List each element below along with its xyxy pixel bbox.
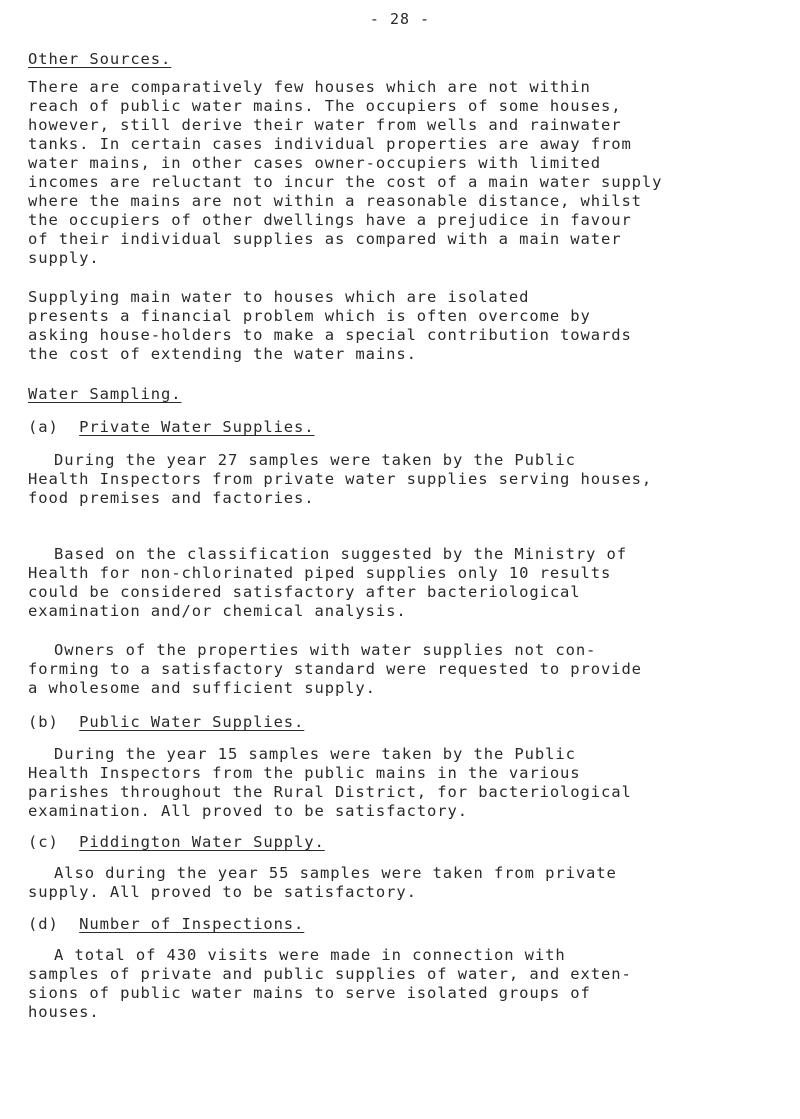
section-a-para2-line: Based on the classification suggested by the Ministry of (54, 545, 627, 563)
section-d-para-line: sions of public water mains to serve isolated groups of (28, 984, 591, 1002)
other-sources-para2-line: Supplying main water to houses which are isolated (28, 288, 530, 306)
other-sources-para1-line: where the mains are not within a reasonable distance, whilst (28, 192, 642, 210)
section-d-para-line: samples of private and public supplies of water, and exten- (28, 965, 632, 983)
water-sampling-heading: Water Sampling. (28, 385, 182, 403)
section-d-label: (d) (28, 915, 59, 933)
section-c-heading (28, 833, 325, 851)
other-sources-para1-line: the occupiers of other dwellings have a prejudice in favour (28, 211, 632, 229)
section-b-para-line: parishes throughout the Rural District, for bacteriological (28, 783, 632, 801)
section-a-para3-line: Owners of the properties with water supplies not con- (54, 641, 597, 659)
other-sources-para2-line: the cost of extending the water mains. (28, 345, 417, 363)
section-a-para2-line: could be considered satisfactory after bacteriological (28, 583, 581, 601)
section-a-heading (28, 418, 315, 436)
section-a-para1-line: During the year 27 samples were taken by the Public (54, 451, 576, 469)
section-a-title: Private Water Supplies. (79, 418, 315, 436)
section-c-title: Piddington Water Supply. (79, 833, 325, 851)
section-c-para-line: Also during the year 55 samples were taken from private (54, 864, 617, 882)
section-d-title: Number of Inspections. (79, 915, 305, 933)
section-a-para2-line: examination and/or chemical analysis. (28, 602, 407, 620)
section-b-title: Public Water Supplies. (79, 713, 305, 731)
section-a-para2-line: Health for non-chlorinated piped supplies only 10 results (28, 564, 612, 582)
other-sources-para1-line: reach of public water mains. The occupiers of some houses, (28, 97, 622, 115)
section-b-para-line: During the year 15 samples were taken by the Public (54, 745, 576, 763)
section-a-para1-line: Health Inspectors from private water supplies serving houses, (28, 470, 653, 488)
other-sources-para1-line: tanks. In certain cases individual properties are away from (28, 135, 632, 153)
other-sources-para2-line: asking house-holders to make a special contribution towards (28, 326, 632, 344)
other-sources-para2-line: presents a financial problem which is often overcome by (28, 307, 591, 325)
section-d-heading (28, 915, 304, 933)
section-a-para3-line: forming to a satisfactory standard were requested to provide (28, 660, 642, 678)
section-b-para-line: examination. All proved to be satisfactory. (28, 802, 468, 820)
section-a-para1-line: food premises and factories. (28, 489, 315, 507)
other-sources-para1-line: incomes are reluctant to incur the cost of a main water supply (28, 173, 663, 191)
section-b-heading (28, 713, 304, 731)
other-sources-para1-line: of their individual supplies as compared with a main water (28, 230, 622, 248)
other-sources-heading: Other Sources. (28, 50, 172, 68)
other-sources-para1-line: supply. (28, 249, 100, 267)
other-sources-para1-line: water mains, in other cases owner-occupiers with limited (28, 154, 601, 172)
section-d-para-line: houses. (28, 1003, 100, 1021)
section-c-label: (c) (28, 833, 59, 851)
section-d-para-line: A total of 430 visits were made in connection with (54, 946, 566, 964)
page-number: - 28 - (369, 10, 431, 28)
other-sources-para1-line: however, still derive their water from wells and rainwater (28, 116, 622, 134)
section-b-para-line: Health Inspectors from the public mains in the various (28, 764, 581, 782)
section-b-label: (b) (28, 713, 59, 731)
section-c-para-line: supply. All proved to be satisfactory. (28, 883, 417, 901)
other-sources-para1-line: There are comparatively few houses which are not within (28, 78, 591, 96)
section-a-para3-line: a wholesome and sufficient supply. (28, 679, 376, 697)
section-a-label: (a) (28, 418, 59, 436)
